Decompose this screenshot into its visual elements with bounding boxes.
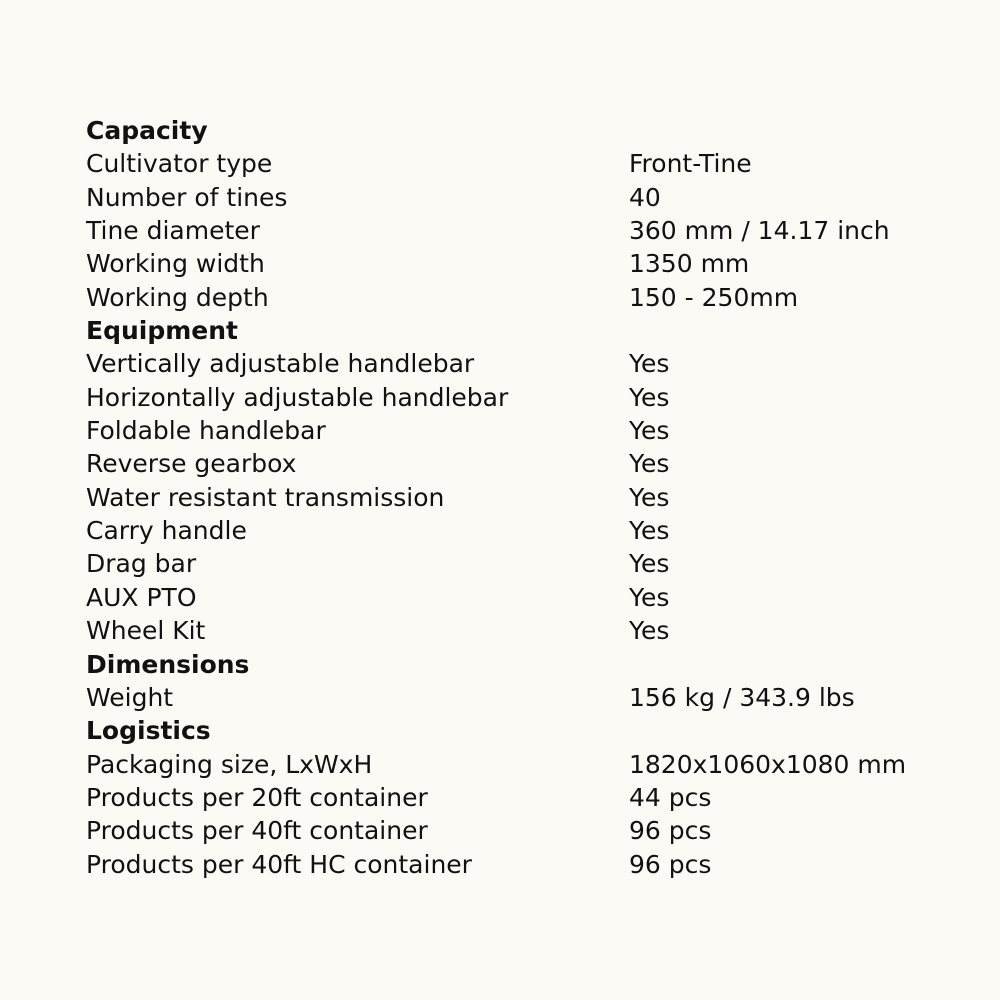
- spec-label: Packaging size, LxWxH: [86, 749, 373, 779]
- spec-label: Products per 20ft container: [86, 782, 428, 812]
- spec-row-products-per-40ft: [86, 814, 946, 847]
- section-title-logistics: Logistics: [86, 716, 211, 746]
- spec-value: 360 mm / 14.17 inch: [629, 216, 890, 246]
- spec-value: Yes: [629, 449, 670, 479]
- spec-sheet: [86, 114, 946, 881]
- spec-label: Working width: [86, 249, 265, 279]
- spec-label: Working depth: [86, 282, 269, 312]
- spec-label: Foldable handlebar: [86, 416, 326, 446]
- spec-row-foldable-handlebar: [86, 414, 946, 447]
- spec-row-number-of-tines: [86, 181, 946, 214]
- spec-label: Reverse gearbox: [86, 449, 297, 479]
- spec-value: Yes: [629, 516, 670, 546]
- spec-row-carry-handle: [86, 514, 946, 547]
- spec-label: Number of tines: [86, 182, 288, 212]
- spec-value: 96 pcs: [629, 849, 712, 879]
- spec-row-cultivator-type: [86, 147, 946, 180]
- section-dimensions: [86, 648, 946, 715]
- spec-row-products-per-40ft-hc: [86, 848, 946, 881]
- section-equipment: [86, 314, 946, 647]
- spec-label: Products per 40ft container: [86, 816, 428, 846]
- spec-label: Vertically adjustable handlebar: [86, 349, 475, 379]
- spec-label: Products per 40ft HC container: [86, 849, 472, 879]
- spec-row-weight: [86, 681, 946, 714]
- spec-row-working-depth: [86, 281, 946, 314]
- spec-label: Carry handle: [86, 516, 247, 546]
- spec-row-drag-bar: [86, 547, 946, 580]
- spec-value: 44 pcs: [629, 782, 712, 812]
- spec-value: 1350 mm: [629, 249, 750, 279]
- spec-value: Yes: [629, 382, 670, 412]
- spec-value: Yes: [629, 349, 670, 379]
- section-title-dimensions: Dimensions: [86, 649, 250, 679]
- spec-label: Horizontally adjustable handlebar: [86, 382, 509, 412]
- spec-row-water-resistant-transmission: [86, 481, 946, 514]
- spec-label: Water resistant transmission: [86, 482, 445, 512]
- section-title-equipment: Equipment: [86, 316, 238, 346]
- spec-label: Drag bar: [86, 549, 197, 579]
- spec-row-vertically-adjustable-handlebar: [86, 347, 946, 380]
- spec-label: Cultivator type: [86, 149, 273, 179]
- spec-row-packaging-size: [86, 748, 946, 781]
- spec-value: Yes: [629, 549, 670, 579]
- spec-value: 156 kg / 343.9 lbs: [629, 682, 855, 712]
- spec-row-working-width: [86, 247, 946, 280]
- spec-row-reverse-gearbox: [86, 447, 946, 480]
- spec-row-tine-diameter: [86, 214, 946, 247]
- spec-row-horizontally-adjustable-handlebar: [86, 381, 946, 414]
- section-logistics: [86, 714, 946, 881]
- spec-row-products-per-20ft: [86, 781, 946, 814]
- spec-value: 1820x1060x1080 mm: [629, 749, 907, 779]
- spec-value: Yes: [629, 582, 670, 612]
- spec-value: 96 pcs: [629, 816, 712, 846]
- spec-value: Front-Tine: [629, 149, 752, 179]
- spec-value: Yes: [629, 416, 670, 446]
- spec-row-aux-pto: [86, 581, 946, 614]
- section-title-capacity: Capacity: [86, 116, 208, 145]
- spec-row-wheel-kit: [86, 614, 946, 647]
- spec-label: AUX PTO: [86, 582, 197, 612]
- spec-value: Yes: [629, 482, 670, 512]
- spec-value: 40: [629, 182, 661, 212]
- spec-value: Yes: [629, 616, 670, 646]
- spec-label: Weight: [86, 682, 174, 712]
- section-capacity: [86, 114, 946, 314]
- spec-label: Tine diameter: [86, 216, 260, 246]
- spec-value: 150 - 250mm: [629, 282, 799, 312]
- spec-label: Wheel Kit: [86, 616, 206, 646]
